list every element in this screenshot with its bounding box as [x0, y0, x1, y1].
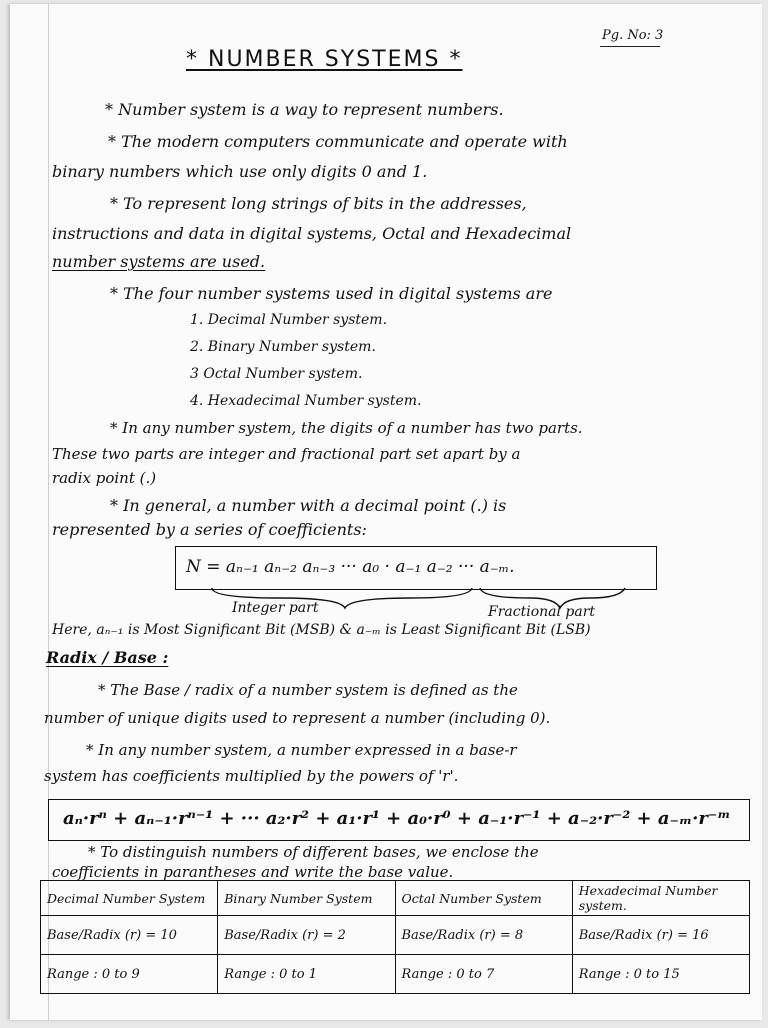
notebook-page [10, 4, 762, 1020]
list-item-octal: 3 Octal Number system. [190, 366, 363, 382]
integer-part-label: Integer part [232, 600, 319, 616]
margin-line [48, 4, 49, 1020]
list-item-binary: 2. Binary Number system. [190, 339, 376, 355]
table-row-base [41, 916, 750, 955]
msb-lsb-note: Here, aₙ₋₁ is Most Significant Bit (MSB) & a₋ₘ is Least Significant Bit (LSB) [52, 622, 591, 638]
page-number: Pg. No: 3 [602, 28, 664, 43]
radix-definition-line2: number of unique digits used to represent a number (including 0). [44, 709, 551, 727]
distinguish-line2: coefficients in parantheses and write the base value. [52, 863, 454, 881]
paragraph-octal-hex-line1: * To represent long strings of bits in the addresses, [110, 194, 527, 213]
paragraph-definition: * Number system is a way to represent numbers. [105, 100, 504, 119]
table-header-cell: Octal Number System [395, 881, 572, 916]
radix-expansion-box [48, 799, 750, 841]
table-cell: Range : 0 to 9 [41, 955, 218, 994]
base-r-line1: * In any number system, a number expressed in a base-r [86, 741, 517, 759]
coefficient-formula: N = aₙ₋₁ aₙ₋₂ aₙ₋₃ ··· a₀ · a₋₁ a₋₂ ··· a₋ₘ. [186, 557, 515, 577]
list-item-decimal: 1. Decimal Number system. [190, 312, 388, 328]
paragraph-binary-line1: * The modern computers communicate and operate with [108, 132, 568, 151]
base-r-line2: system has coefficients multiplied by the powers of 'r'. [44, 767, 459, 785]
table-cell: Range : 0 to 15 [572, 955, 749, 994]
table-cell: Base/Radix (r) = 10 [41, 916, 218, 955]
table-header-cell: Decimal Number System [41, 881, 218, 916]
table-cell: Base/Radix (r) = 16 [572, 916, 749, 955]
paragraph-two-parts-line1: * In any number system, the digits of a number has two parts. [110, 419, 583, 437]
paragraph-octal-hex-line2: instructions and data in digital systems, Octal and Hexadecimal [52, 224, 572, 243]
table-header-cell: Binary Number System [218, 881, 395, 916]
table-header-cell: Hexadecimal Number system. [572, 881, 749, 916]
coefficient-formula-box [175, 546, 657, 590]
list-item-hexadecimal: 4. Hexadecimal Number system. [190, 393, 422, 409]
table-row-range [41, 955, 750, 994]
table-cell: Base/Radix (r) = 8 [395, 916, 572, 955]
page-number-underline [600, 46, 660, 47]
paragraph-general-line1: * In general, a number with a decimal point (.) is [110, 496, 507, 515]
radix-definition-line1: * The Base / radix of a number system is defined as the [98, 681, 518, 699]
page-title: * NUMBER SYSTEMS * [186, 47, 463, 72]
table-cell: Range : 0 to 7 [395, 955, 572, 994]
radix-heading: Radix / Base : [46, 648, 169, 667]
paragraph-general-line2: represented by a series of coefficients: [52, 520, 367, 539]
radix-expansion: aₙ·rⁿ + aₙ₋₁·rⁿ⁻¹ + ··· a₂·r² + a₁·r¹ + a₀·r⁰ + a₋₁·r⁻¹ + a₋₂·r⁻² + a₋ₘ·r⁻ᵐ [63, 808, 731, 829]
fractional-part-label: Fractional part [488, 604, 596, 620]
table-cell: Range : 0 to 1 [218, 955, 395, 994]
distinguish-line1: * To distinguish numbers of different bases, we enclose the [88, 843, 539, 861]
paragraph-two-parts-line3: radix point (.) [52, 469, 157, 487]
table-cell: Base/Radix (r) = 2 [218, 916, 395, 955]
paragraph-octal-hex-line3: number systems are used. [52, 252, 266, 271]
paragraph-four-systems: * The four number systems used in digital systems are [110, 284, 553, 303]
table-header-row [41, 881, 750, 916]
paragraph-binary-line2: binary numbers which use only digits 0 and 1. [52, 162, 428, 181]
paragraph-two-parts-line2: These two parts are integer and fractional part set apart by a [52, 445, 521, 463]
number-system-table [40, 880, 750, 994]
